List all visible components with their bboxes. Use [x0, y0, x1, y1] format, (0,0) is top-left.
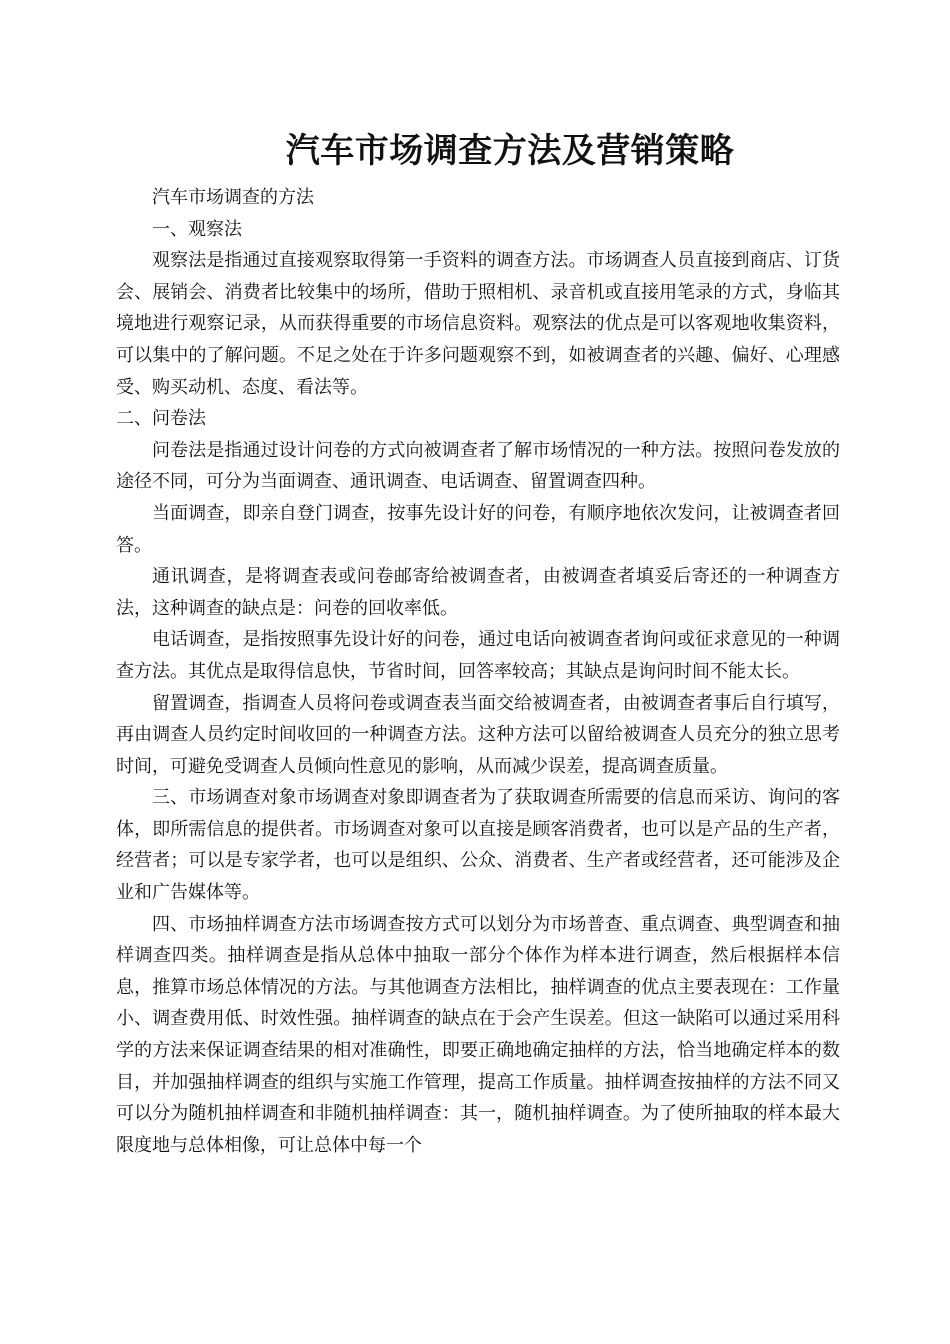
body-paragraph: 通讯调查，是将调查表或问卷邮寄给被调查者，由被调查者填妥后寄还的一种调查方法，这种调查的缺点是：问卷的回收率低。 [116, 566, 840, 619]
document-body [116, 182, 840, 1161]
body-paragraph: 问卷法是指通过设计问卷的方式向被调查者了解市场情况的一种方法。按照问卷发放的途径不同，可分为当面调查、通讯调查、电话调查、留置调查四种。 [116, 439, 840, 493]
document-title: 汽车市场调查方法及营销策略 [285, 131, 735, 171]
section-heading: 汽车市场调查的方法 [152, 187, 314, 208]
body-paragraph: 当面调查，即亲自登门调查，按事先设计好的问卷，有顺序地依次发问，让被调查者回答。 [116, 502, 840, 556]
body-paragraph: 三、市场调查对象市场调查对象即调查者为了获取调查所需要的信息而采访、询问的客体，即所需信息的提供者。市场调查对象可以直接是顾客消费者，也可以是产品的生产者，经营者；可以是专家学者，也可以是组织、公众、消费者、生产者或经营者，还可能涉及企业和广告媒体等。 [116, 787, 840, 904]
body-paragraph: 四、市场抽样调查方法市场调查按方式可以划分为市场普查、重点调查、典型调查和抽样调查四类。抽样调查是指从总体中抽取一部分个体作为样本进行调查，然后根据样本信息，推算市场总体情况的方法。与其他调查方法相比，抽样调查的优点主要表现在：工作量小、调查费用低、时效性强。抽样调查的缺点在于会产生误差。但这一缺陷可以通过采用科学的方法来保证调查结果的相对准确性，即要正确地确定抽样的方法，恰当地确定样本的数目，并加强抽样调查的组织与实施工作管理，提高工作质量。抽样调查按抽样的方法不同又可以分为随机抽样调查和非随机抽样调查：其一，随机抽样调查。为了使所抽取的样本最大限度地与总体相像，可让总体中每一个 [116, 913, 840, 1156]
subsection-heading: 一、观察法 [152, 218, 242, 240]
body-paragraph: 留置调查，指调查人员将问卷或调查表当面交给被调查者，由被调查者事后自行填写，再由调查人员约定时间收回的一种调查方法。这种方法可以留给被调查人员充分的独立思考时间，可避免受调查人员倾向性意见的影响，从而减少误差，提高调查质量。 [116, 692, 840, 777]
subsection-heading: 二、问卷法 [116, 408, 206, 430]
body-paragraph: 观察法是指通过直接观察取得第一手资料的调查方法。市场调查人员直接到商店、订货会、展销会、消费者比较集中的场所，借助于照相机、录音机或直接用笔录的方式，身临其境地进行观察记录，从而获得重要的市场信息资料。观察法的优点是可以客观地收集资料，可以集中的了解问题。不足之处在于许多问题观察不到，如被调查者的兴趣、偏好、心理感受、购买动机、态度、看法等。 [116, 250, 840, 398]
body-paragraph: 电话调查，是指按照事先设计好的问卷，通过电话向被调查者询问或征求意见的一种调查方法。其优点是取得信息快，节省时间，回答率较高；其缺点是询问时间不能太长。 [116, 629, 840, 682]
